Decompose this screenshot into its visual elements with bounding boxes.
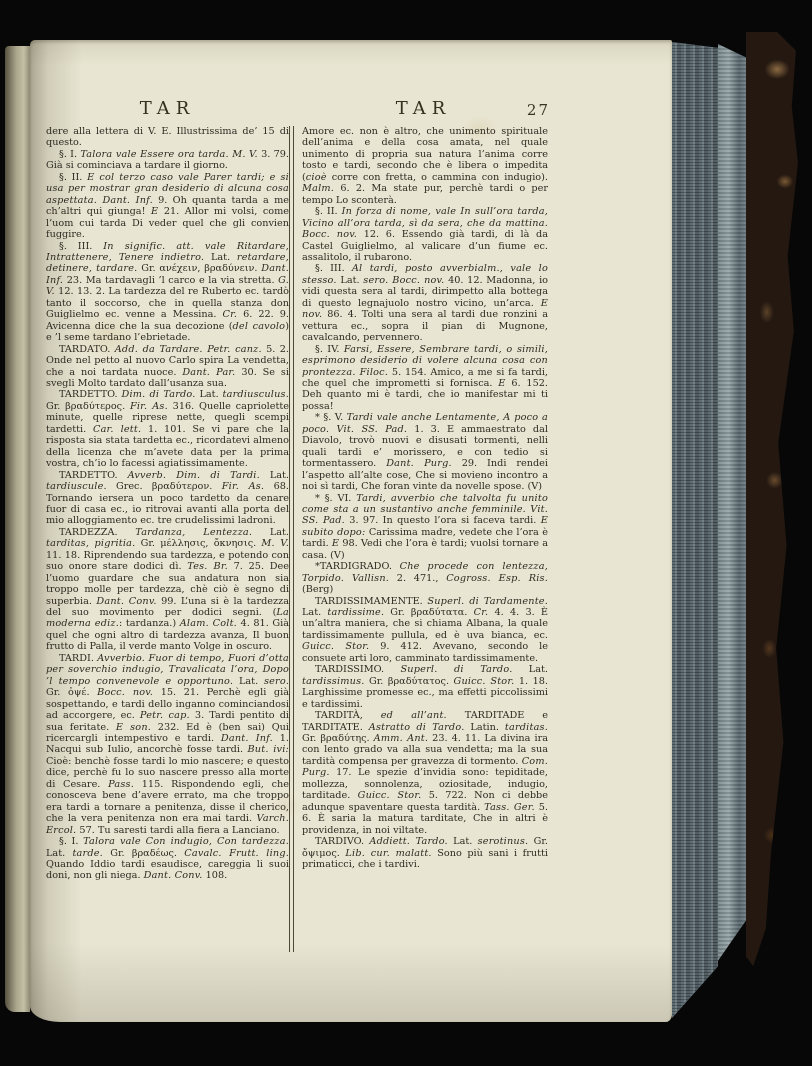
paragraph: TARDETTO. Avverb. Dim. di Tardi. Lat. tardiuscule. Grec. βραδύτερον. Fir. As. 68. Tornando iersera un poco tardetto da cenare fuor di casa ec., io ritrovai avanti alla porta del mio alloggiamento ec. tre crudelissimi ladroni. [46, 469, 289, 527]
book-cover-edge [746, 32, 798, 966]
paragraph: * §. V. Tardi vale anche Lentamente, A poco a poco. Vit. SS. Pad. 1. 3. E ammaestrato dal Diavolo, trovò nuovi e disusati tormenti, nelli quali tardi e’ morissero, e con tedio si tormentassero. Dant. Purg. 29. Indi rendei l’aspetto all’alte cose, Che si movieno incontro a noi sì tardi, Che foran vinte da novelle spose. (V) [302, 412, 548, 493]
paragraph: §. II. In forza di nome, vale In sull’ora tarda, Vicino all’ora tarda, sì da sera, che da mattina. Bocc. nov. 12. 6. Essendo già tardi, di là da Castel Guiglielmo, al valicare d’un fiume ec. assalitolo, il rubarono. [302, 206, 548, 263]
text-column-left [46, 126, 289, 1012]
paragraph: §. III. Al tardi, posto avverbialm., vale lo stesso. Lat. sero. Bocc. nov. 40. 12. Madonna, io vidi questa sera al tardi, dirimpetto alla bottega di questo legnajuolo nostro vicino, un’arca. E nov. 86. 4. Tolti una sera al tardi due ronzini a vettura ec., sopra il pian di Mugnone, cavalcando, pervennero. [302, 263, 548, 344]
page-number: 27 [526, 101, 550, 119]
paragraph: TARDEZZA. Tardanza, Lentezza. Lat. tarditas, pigritia. Gr. μέλλησις, ὄκνησις. M. V. 11. 18. Riprendendo sua tardezza, e potendo con suo onore stare dodici dì. Tes. Br. 7. 25. Dee l’uomo guardare che sua andatura non sia troppo molle per tardezza, chè ciò è segno di superbia. Dant. Conv. 99. L’una si è la tardezza del suo movimento per dodici segni. (La moderna ediz.: tardanza.) Alam. Colt. 4. 81. Già quel che ogni altro di tardezza avanza, Il buon frutto di Palla, il verde manto Volge in oscuro. [46, 526, 289, 653]
adjacent-page-edge [5, 46, 30, 1012]
paragraph: §. I. Talora vale Con indugio, Con tardezza. Lat. tarde. Gr. βραδέως. Cavalc. Frutt. ling. Quando Iddio tardi esaudisce, careggia li suoi doni, non gli niega. Dant. Conv. 108. [46, 836, 289, 882]
paragraph: TARDITÀ, ed all’ant. TARDITADE e TARDITATE. Astratto di Tardo. Latin. tarditas. Gr. βραδύτης. Amm. Ant. 23. 4. 11. La divina ira con lento grado va alla sua vendetta; ma la sua tardità compensa per gravezza di tormento. Com. Purg. 17. Le spezie d’invidia sono: tepiditade, mollezza, sonnolenza, oziositade, indugio, tarditade. Guicc. Stor. 5. 722. Non ci debbe adunque spaventare questa tardità. Tass. Ger. 5. 6. È saria la matura tarditate, Che in altri è providenza, in noi viltate. [302, 710, 548, 836]
paragraph: §. IV. Farsi, Essere, Sembrare tardi, o simili, esprimono desiderio di volere alcuna cosa con prontezza. Filoc. 5. 154. Amico, a me si fa tardi, che quel che imprometti si fornisca. E 6. 152. Deh quanto mi è tardi, che io manifestar mi ti possa! [302, 343, 548, 412]
paragraph: TARDISSIMAMENTE. Superl. di Tardamente. Lat. tardissime. Gr. βραδύτατα. Cr. 4. 4. 3. È un’altra maniera, che si chiama Albana, la quale tardissimamente pullula, ed è uva bianca, ec. Guicc. Stor. 9. 412. Avevano, secondo le consuete arti loro, camminato tardissimamente. [302, 595, 548, 664]
running-head-right: TAR [395, 98, 452, 119]
paragraph: §. I. Talora vale Essere ora tarda. M. V. 3. 79. Già si cominciava a tardare il giorno. [46, 148, 289, 172]
paragraph: §. III. In signific. att. vale Ritardare, Intrattenere, Tenere indietro. Lat. retardare, detinere, tardare. Gr. ανέχειν, βραδύνειν. Dant. Inf. 23. Ma tardavagli ’l carco e la via stretta. G. V. 12. 13. 2. La tardezza del re Ruberto ec. tardò tanto il soccorso, che in quella stanza don Guiglielmo ec. venne a Messina. Cr. 6. 22. 9. Avicenna dice che la sua decozione (del cavolo) e ’l seme tardano l’ebrietade. [46, 240, 289, 344]
paragraph: dere alla lettera di V. E. Illustrissima de’ 15 di questo. [46, 126, 289, 149]
paragraph: TARDIVO. Addiett. Tardo. Lat. serotinus. Gr. ὄψιμος. Lib. cur. malatt. Sono più sani i frutti primaticci, che i tardivi. [302, 836, 548, 870]
paragraph: *TARDIGRADO. Che procede con lentezza, Torpido. Vallisn. 2. 471., Cogross. Esp. Ris. (Berg) [302, 561, 548, 596]
paragraph: §. II. E col terzo caso vale Parer tardi; e si usa per mostrar gran desiderio di alcuna cosa aspettata. Dant. Inf. 9. Oh quanta tarda a me ch’altri qui giunga! E 21. Allor mi volsi, come l’uom cui tarda Di veder quel che gli convien fuggire. [46, 171, 289, 241]
paragraph: TARDETTO. Dim. di Tardo. Lat. tardiusculus. Gr. βραδύτερος. Fir. As. 316. Quelle capriolette minute, quelle riprese nette, quegli scempi tardetti. Car. lett. 1. 101. Se vi pare che la risposta sia stata tardetta ec., ricordatevi almeno della licenza che m’avete data per la prima vostra, ch’io lo facessi agiatissimamente. [46, 389, 289, 470]
paragraph: Amore ec. non è altro, che unimento spirituale dell’anima e della cosa amata, nel quale unimento di propria sua natura l’anima corre tosto e tardi, secondo che è libera o impedita (cioè corre con fretta, o cammina con indugio). Malm. 6. 2. Ma state pur, perchè tardi o per tempo Lo sconterà. [302, 126, 548, 206]
paragraph: TARDISSIMO. Superl. di Tardo. Lat. tardissimus. Gr. βραδύτατος. Guicc. Stor. 1. 18. Larghissime promesse ec., ma effetti piccolissimi e tardissimi. [302, 664, 548, 710]
book-fore-edge [672, 42, 718, 1020]
paragraph: TARDI. Avverbio. Fuor di tempo, Fuori d’otta per soverchio indugio, Travalicata l’ora, Dopo ’l tempo convenevole e opportuno. Lat. sero. Gr. ὀψέ. Bocc. nov. 15. 21. Perchè egli già sospettando, e tardi dello inganno cominciandosi ad accorgere, ec. Petr. cap. 3. Tardi pentito di sua feritate. E son. 232. Ed è (ben sai) Qui ricercargli intempestivo e tardi. Dant. Inf. 1. Nacqui sub Iulio, ancorchè fosse tardi. But. ivi: Cioè: benchè fosse tardi lo mio nascere; e questo dice, perchè fu lo suo nascere presso alla morte di Cesare. Pass. 115. Rispondendo egli, che conosceva bene d’avere errato, ma che troppo era tardi a tornare a penitenza, disse il cherico, che la vera penitenza non era mai tardi. Varch. Ercol. 57. Tu saresti tardi alla fiera a Lanciano. [46, 652, 289, 836]
paragraph: TARDATO. Add. da Tardare. Petr. canz. 5. 2. Onde nel petto al nuovo Carlo spira La vendetta, che a noi tardata nuoce. Dant. Par. 30. Se si svegli Molto tardato dall’usanza sua. [46, 343, 289, 389]
column-divider-rule [289, 126, 294, 952]
paragraph: * §. VI. Tardi, avverbio che talvolta fu unito come sta a un sustantivo anche femminile. Vit. SS. Pad. 3. 97. In questo l’ora si faceva tardi. E subito dopo: Carissima madre, vedete che l’ora è tardi. E 98. Vedi che l’ora è tardi; vuolsi tornare a casa. (V) [302, 492, 548, 561]
running-head-left: TAR [139, 98, 196, 119]
book-fore-edge-highlight [718, 44, 748, 1004]
text-column-right [302, 126, 548, 1012]
book-page [30, 40, 672, 1022]
